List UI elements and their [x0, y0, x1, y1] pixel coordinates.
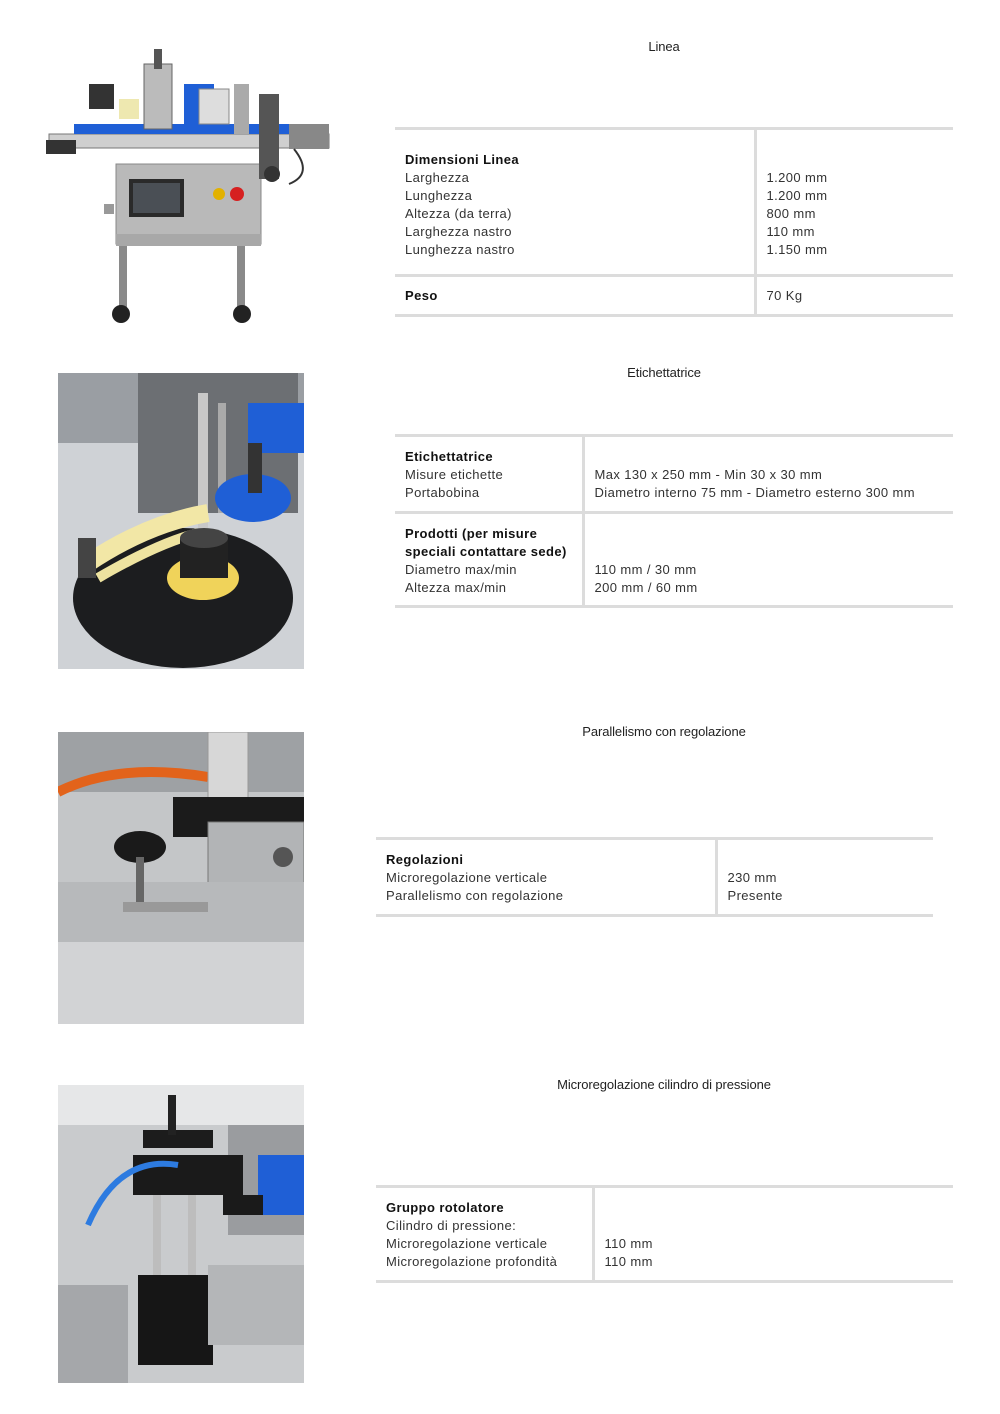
row-label: Microregolazione profondità — [386, 1254, 558, 1269]
section-title-linea: Linea — [648, 39, 680, 54]
spec-table-microregolazione — [376, 1185, 953, 1283]
row-heading: Regolazioni — [386, 852, 464, 867]
row-value: Diametro interno 75 mm - Diametro esterno 300 mm — [594, 485, 915, 500]
row-value: 200 mm / 60 mm — [594, 580, 698, 595]
parallelism-adjust-photo — [58, 732, 304, 1024]
row-label: Lunghezza — [405, 188, 473, 203]
labeling-machine-photo — [44, 44, 334, 329]
row-label: Microregolazione verticale — [386, 1236, 548, 1251]
row-label: Altezza max/min — [405, 580, 507, 595]
spec-table-parallelismo — [376, 837, 933, 917]
row-label: Larghezza — [405, 170, 470, 185]
row-label: Diametro max/min — [405, 562, 517, 577]
table-row — [395, 436, 953, 513]
row-value: 110 mm — [604, 1254, 653, 1269]
row-label: Larghezza nastro — [405, 224, 512, 239]
spec-table-linea — [395, 127, 953, 317]
row-value: 110 mm — [604, 1236, 653, 1251]
table-row — [376, 839, 933, 916]
row-value: 800 mm — [766, 206, 816, 221]
table-row — [376, 1187, 953, 1282]
row-label: Cilindro di pressione: — [386, 1218, 517, 1233]
section-title-parallelismo: Parallelismo con regolazione — [582, 724, 746, 739]
table-row — [395, 129, 953, 276]
row-value: 1.200 mm — [766, 188, 828, 203]
spec-table-etichettatrice — [395, 434, 953, 608]
row-label: Lunghezza nastro — [405, 242, 515, 257]
section-title-microregolazione: Microregolazione cilindro di pressione — [557, 1077, 771, 1092]
row-value: 230 mm — [727, 870, 777, 885]
labeler-closeup-photo — [58, 373, 304, 669]
row-heading: speciali contattare sede) — [405, 544, 567, 559]
row-value: 1.150 mm — [766, 242, 828, 257]
table-row — [395, 276, 953, 316]
row-value: Presente — [727, 888, 783, 903]
row-value: 70 Kg — [766, 287, 803, 303]
row-heading: Etichettatrice — [405, 449, 493, 464]
row-value: 110 mm / 30 mm — [594, 562, 697, 577]
row-heading: Prodotti (per misure — [405, 526, 538, 541]
row-label: Microregolazione verticale — [386, 870, 548, 885]
pressure-cylinder-photo — [58, 1085, 304, 1383]
row-label: Parallelismo con regolazione — [386, 888, 564, 903]
row-value: 110 mm — [766, 224, 815, 239]
row-label: Altezza (da terra) — [405, 206, 512, 221]
row-heading: Peso — [405, 287, 438, 303]
row-heading: Dimensioni Linea — [405, 152, 520, 167]
table-row — [395, 513, 953, 607]
row-value: Max 130 x 250 mm - Min 30 x 30 mm — [594, 467, 823, 482]
row-heading: Gruppo rotolatore — [386, 1200, 505, 1215]
section-title-etichettatrice: Etichettatrice — [627, 365, 701, 380]
row-label: Misure etichette — [405, 467, 504, 482]
row-label: Portabobina — [405, 485, 480, 500]
row-value: 1.200 mm — [766, 170, 828, 185]
